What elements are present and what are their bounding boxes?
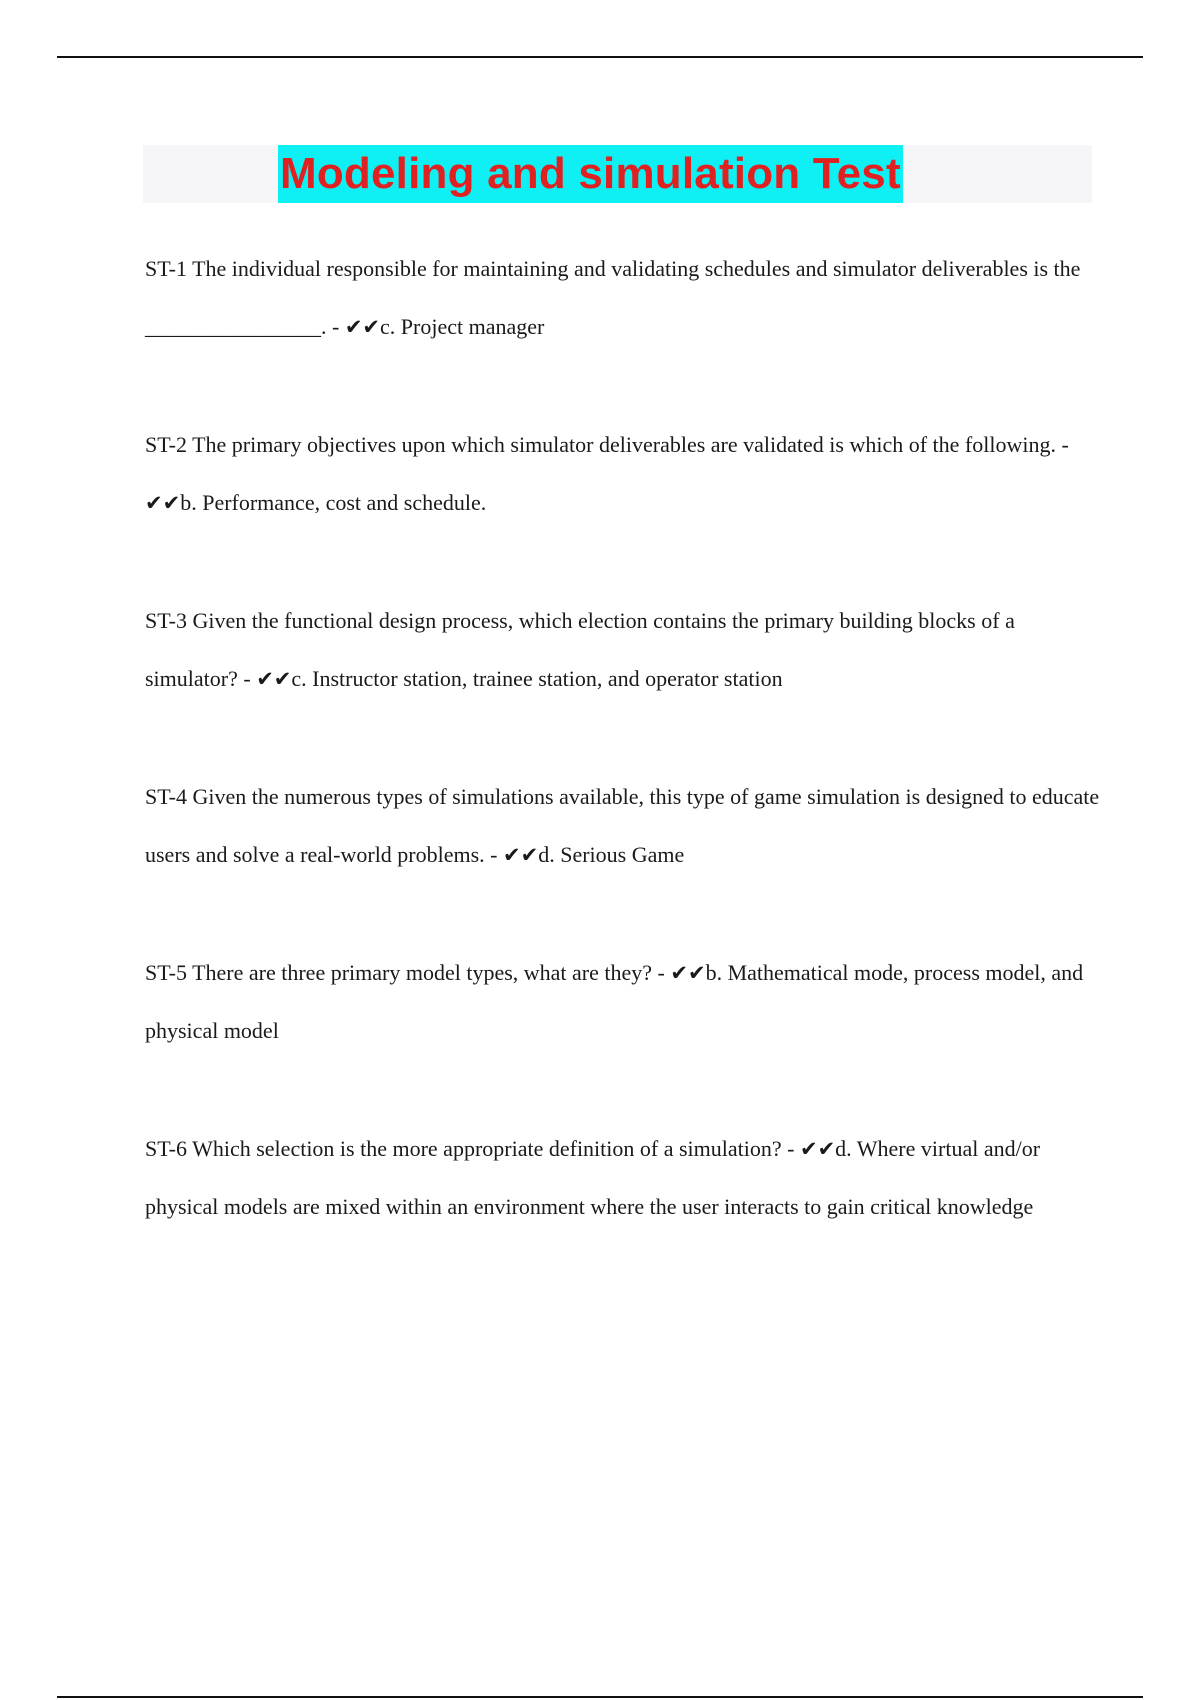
answer-text: c. Project manager xyxy=(380,314,545,339)
title-highlight xyxy=(278,145,903,203)
answer-text: c. Instructor station, trainee station, and operator station xyxy=(291,666,783,691)
bottom-rule xyxy=(57,1696,1143,1698)
question-item xyxy=(145,1120,1105,1236)
question-id: ST-2 xyxy=(145,432,187,457)
question-item xyxy=(145,592,1105,708)
check-icon: ✔✔ xyxy=(145,491,181,515)
question-id: ST-1 xyxy=(145,256,187,281)
question-id: ST-5 xyxy=(145,960,187,985)
question-text: The primary objectives upon which simulator deliverables are validated is which of the following. - xyxy=(192,432,1069,457)
question-id: ST-6 xyxy=(145,1136,187,1161)
check-icon: ✔✔ xyxy=(344,315,381,339)
question-id: ST-4 xyxy=(145,784,187,809)
top-rule xyxy=(57,56,1143,58)
question-item xyxy=(145,416,1105,532)
question-item xyxy=(145,768,1105,884)
question-text: Given the functional design process, which election contains the primary building blocks of a simulator? - xyxy=(145,608,1015,691)
answer-text: d. Where virtual and/or physical models are mixed within an environment where the user interacts to gain critical knowledge xyxy=(145,1136,1041,1219)
check-icon: ✔✔ xyxy=(503,843,539,867)
question-text: The individual responsible for maintaining and validating schedules and simulator deliverables is the ________________. - xyxy=(145,256,1081,339)
question-text: Given the numerous types of simulations available, this type of game simulation is designed to educate users and solve a real-world problems. - xyxy=(145,784,1100,867)
question-item xyxy=(145,240,1105,356)
answer-text: d. Serious Game xyxy=(538,842,685,867)
check-icon: ✔✔ xyxy=(670,961,706,985)
check-icon: ✔✔ xyxy=(799,1137,836,1161)
answer-text: b. Mathematical mode, process model, and physical model xyxy=(145,960,1084,1043)
question-list xyxy=(145,240,1105,1296)
answer-text: b. Performance, cost and schedule. xyxy=(180,490,487,515)
question-text: Which selection is the more appropriate definition of a simulation? - xyxy=(192,1136,795,1161)
document-title: Modeling and simulation Test xyxy=(280,149,901,198)
question-id: ST-3 xyxy=(145,608,187,633)
question-item xyxy=(145,944,1105,1060)
question-text: There are three primary model types, what are they? - xyxy=(192,960,665,985)
check-icon: ✔✔ xyxy=(256,667,292,691)
